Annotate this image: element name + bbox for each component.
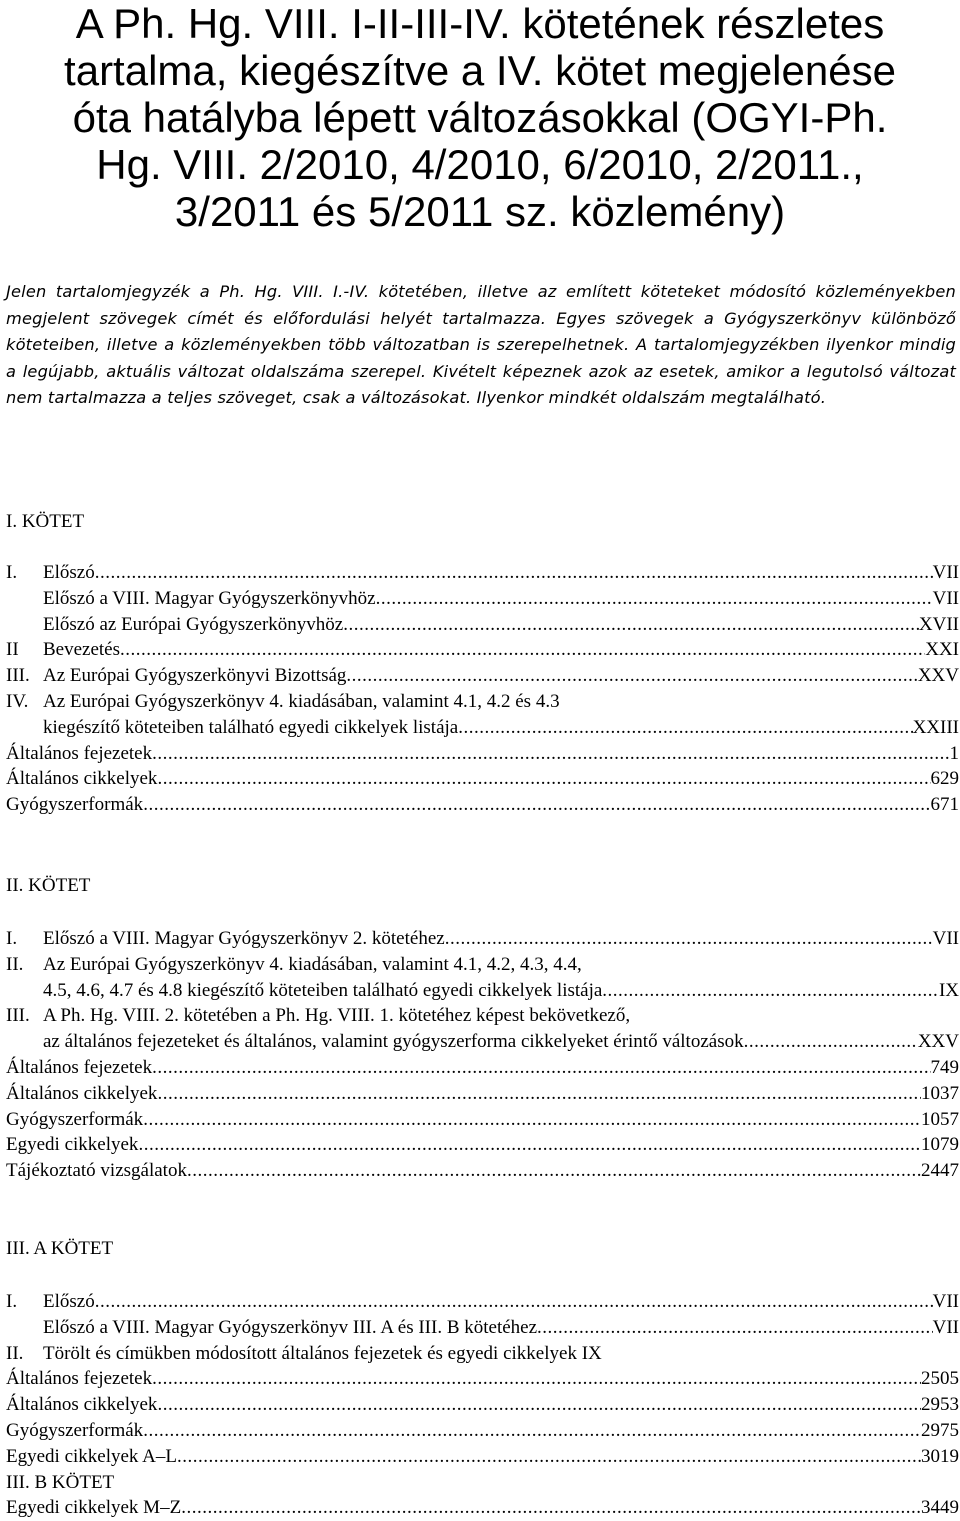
toc-entry-number: I. [6, 928, 18, 949]
toc-entry-page: 1057 [921, 1108, 959, 1130]
toc-entry-title: III. B KÖTET [6, 1471, 115, 1493]
toc-entry [6, 978, 959, 1004]
toc-entry-page: 749 [930, 1056, 959, 1078]
volume-1-heading: I. KÖTET [6, 511, 85, 532]
dot-leader [157, 1392, 921, 1418]
dot-leader [152, 741, 949, 767]
toc-entry-title: 4.5, 4.6, 4.7 és 4.8 kiegészítő köteteiben található egyedi cikkelyek listája [43, 979, 603, 1001]
title-line: tartalma, kiegészítve a IV. kötet megjelenése [64, 47, 896, 94]
dot-leader [343, 612, 919, 638]
dot-leader [157, 1081, 921, 1107]
dot-leader [95, 1289, 933, 1315]
toc-entry-page: VII [932, 1316, 959, 1338]
toc-entry-page: 1037 [921, 1082, 959, 1104]
toc-entry-title: Tájékoztató vizsgálatok [6, 1160, 187, 1182]
toc-entry-page: 3449 [921, 1497, 959, 1519]
toc-entry-page: VII [932, 587, 959, 609]
toc-entry-title: A Ph. Hg. VIII. 2. kötetében a Ph. Hg. VIII. 1. kötetéhez képest bekövetkező, [43, 1005, 631, 1027]
dot-leader [744, 1029, 918, 1055]
dot-leader [177, 1444, 921, 1470]
title-line: Hg. VIII. 2/2010, 4/2010, 6/2010, 2/2011., [96, 141, 864, 188]
toc-entry [6, 1444, 959, 1470]
dot-leader [537, 1315, 933, 1341]
toc-entry-title: Gyógyszerformák [6, 794, 144, 816]
dot-leader [152, 1055, 930, 1081]
dot-leader [346, 663, 917, 689]
toc-entry-title: Egyedi cikkelyek M–Z [6, 1497, 182, 1519]
dot-leader [138, 1132, 921, 1158]
toc-entry-title: az általános fejezeteket és általános, valamint gyógyszerforma cikkelyeket érintő változások [43, 1031, 744, 1053]
intro-paragraph: Jelen tartalomjegyzék a Ph. Hg. VIII. I.-IV. kötetében, illetve az említett köteteket módosító közleményekben megjelent szövegek címét és előfordulási helyét tartalmazza. Egyes szövegek a Gyógyszerkönyv különböző köteteiben, illetve a közleményekben több változatban is szerepelhetnek. A tartalomjegyzékben ilyenkor mindig a legújabb, aktuális változat oldalszáma szerepel. Kivételt képeznek azok az esetek, amikor a legutolsó változat nem tartalmazza a teljes szöveget, csak a változásokat. Ilyenkor mindkét oldalszám megtalálható. [6, 282, 956, 407]
toc-entry [6, 715, 959, 741]
toc-entry-page: 2505 [921, 1368, 959, 1390]
toc-entry [6, 586, 959, 612]
dot-leader [152, 1366, 921, 1392]
dot-leader [187, 1158, 921, 1184]
toc-entry-page: 2447 [921, 1160, 959, 1182]
dot-leader [143, 1107, 921, 1133]
toc-entry-page: IX [938, 979, 959, 1001]
toc-entry [6, 1392, 959, 1418]
page-title [0, 0, 960, 235]
toc-entry-number: IV. [6, 690, 29, 712]
toc-entry-title: Általános fejezetek [6, 1056, 153, 1078]
toc-entry-title: Bevezetés [43, 639, 121, 661]
toc-entry-title: Előszó [43, 562, 95, 583]
toc-entry [6, 1055, 959, 1081]
dot-leader [181, 1495, 921, 1521]
toc-entry-title: Általános cikkelyek [6, 768, 158, 790]
toc-entry-title: Általános fejezetek [6, 742, 153, 764]
toc-entry-page: 2953 [921, 1394, 959, 1416]
toc-entry-number: II. [6, 953, 24, 975]
toc-entry-page: XXV [917, 1031, 959, 1053]
toc-entry [6, 766, 959, 792]
toc-entry [6, 1158, 959, 1184]
toc-entry-title: kiegészítő köteteiben található egyedi cikkelyek listája [43, 716, 459, 738]
toc-entry [6, 1315, 959, 1341]
title-line: óta hatályba lépett változásokkal (OGYI-Ph. [72, 94, 888, 141]
toc-entry-title: Egyedi cikkelyek A–L [6, 1445, 177, 1467]
title-line: A Ph. Hg. VIII. I-II-III-IV. kötetének részletes [75, 0, 885, 47]
toc-entry-page: VII [932, 928, 959, 949]
toc-entry-page: 3019 [921, 1445, 959, 1467]
toc-entry-page: XXIII [912, 716, 959, 738]
toc-entry [6, 1418, 959, 1444]
toc-entry-title: Általános fejezetek [6, 1368, 153, 1390]
toc-entry-title: Gyógyszerformák [6, 1108, 144, 1130]
toc-entry [6, 1289, 959, 1315]
toc-entry [6, 1107, 959, 1133]
toc-entry [6, 792, 959, 818]
toc-entry-title: Előszó a VIII. Magyar Gyógyszerkönyv III. A és III. B kötetéhez [43, 1316, 538, 1338]
toc-entry [6, 560, 959, 586]
dot-leader [445, 926, 933, 952]
volume-3-heading: III. A KÖTET [6, 1238, 114, 1259]
toc-entry-title: Gyógyszerformák [6, 1419, 144, 1441]
toc-entry-page: VII [932, 1291, 959, 1312]
dot-leader [602, 978, 939, 1004]
toc-entry [6, 689, 959, 715]
toc-entry [6, 637, 959, 663]
toc-entry-title: Általános cikkelyek [6, 1394, 158, 1416]
toc-entry-page: 629 [930, 768, 959, 790]
toc-entry [6, 1341, 959, 1367]
toc-entry [6, 952, 959, 978]
toc-entry-number: II [6, 639, 19, 661]
volume-1-toc [6, 560, 959, 818]
toc-entry-page: VII [932, 562, 959, 583]
toc-entry [6, 612, 959, 638]
toc-entry-title: Az Európai Gyógyszerkönyv 4. kiadásában, valamint 4.1, 4.2 és 4.3 [43, 690, 560, 712]
volume-2-toc [6, 926, 959, 1184]
toc-entry [6, 1470, 959, 1496]
toc-entry [6, 741, 959, 767]
toc-entry-number: II. [6, 1342, 24, 1364]
toc-entry-page: 1 [949, 742, 959, 764]
toc-entry-title: Az Európai Gyógyszerkönyvi Bizottság [43, 665, 347, 687]
toc-entry-number: III. [6, 665, 30, 687]
toc-entry-number: I. [6, 1291, 18, 1312]
toc-entry-title: Előszó az Európai Gyógyszerkönyvhöz [43, 613, 344, 635]
toc-entry-title: Törölt és címükben módosított általános fejezetek és egyedi cikkelyek IX [43, 1342, 602, 1364]
dot-leader [458, 715, 912, 741]
toc-entry [6, 1029, 959, 1055]
toc-entry-title: Általános cikkelyek [6, 1082, 158, 1104]
dot-leader [143, 792, 930, 818]
toc-entry [6, 926, 959, 952]
volume-3-toc [6, 1289, 959, 1521]
toc-entry [6, 1003, 959, 1029]
toc-entry-title: Előszó [43, 1291, 95, 1312]
toc-entry-page: 2975 [921, 1419, 959, 1441]
toc-entry-page: 671 [930, 794, 959, 816]
toc-entry-number: III. [6, 1005, 30, 1027]
toc-entry [6, 1366, 959, 1392]
toc-entry [6, 1132, 959, 1158]
toc-entry-page: 1079 [921, 1134, 959, 1156]
toc-entry-title: Egyedi cikkelyek [6, 1134, 139, 1156]
toc-entry-title: Előszó a VIII. Magyar Gyógyszerkönyv 2. kötetéhez [43, 928, 445, 949]
dot-leader [143, 1418, 921, 1444]
toc-entry [6, 1495, 959, 1521]
dot-leader [157, 766, 930, 792]
dot-leader [120, 637, 925, 663]
volume-2-heading: II. KÖTET [6, 875, 91, 896]
toc-entry-page: XXV [917, 665, 959, 687]
dot-leader [376, 586, 933, 612]
toc-entry-page: XVII [918, 613, 959, 635]
toc-entry-title: Előszó a VIII. Magyar Gyógyszerkönyvhöz [43, 587, 376, 609]
toc-entry [6, 1081, 959, 1107]
toc-entry-number: I. [6, 562, 18, 583]
toc-entry-title: Az Európai Gyógyszerkönyv 4. kiadásában, valamint 4.1, 4.2, 4.3, 4.4, [43, 953, 582, 975]
title-line: 3/2011 és 5/2011 sz. közlemény) [174, 188, 786, 235]
toc-entry [6, 663, 959, 689]
dot-leader [95, 560, 933, 586]
toc-entry-page: XXI [925, 639, 959, 661]
